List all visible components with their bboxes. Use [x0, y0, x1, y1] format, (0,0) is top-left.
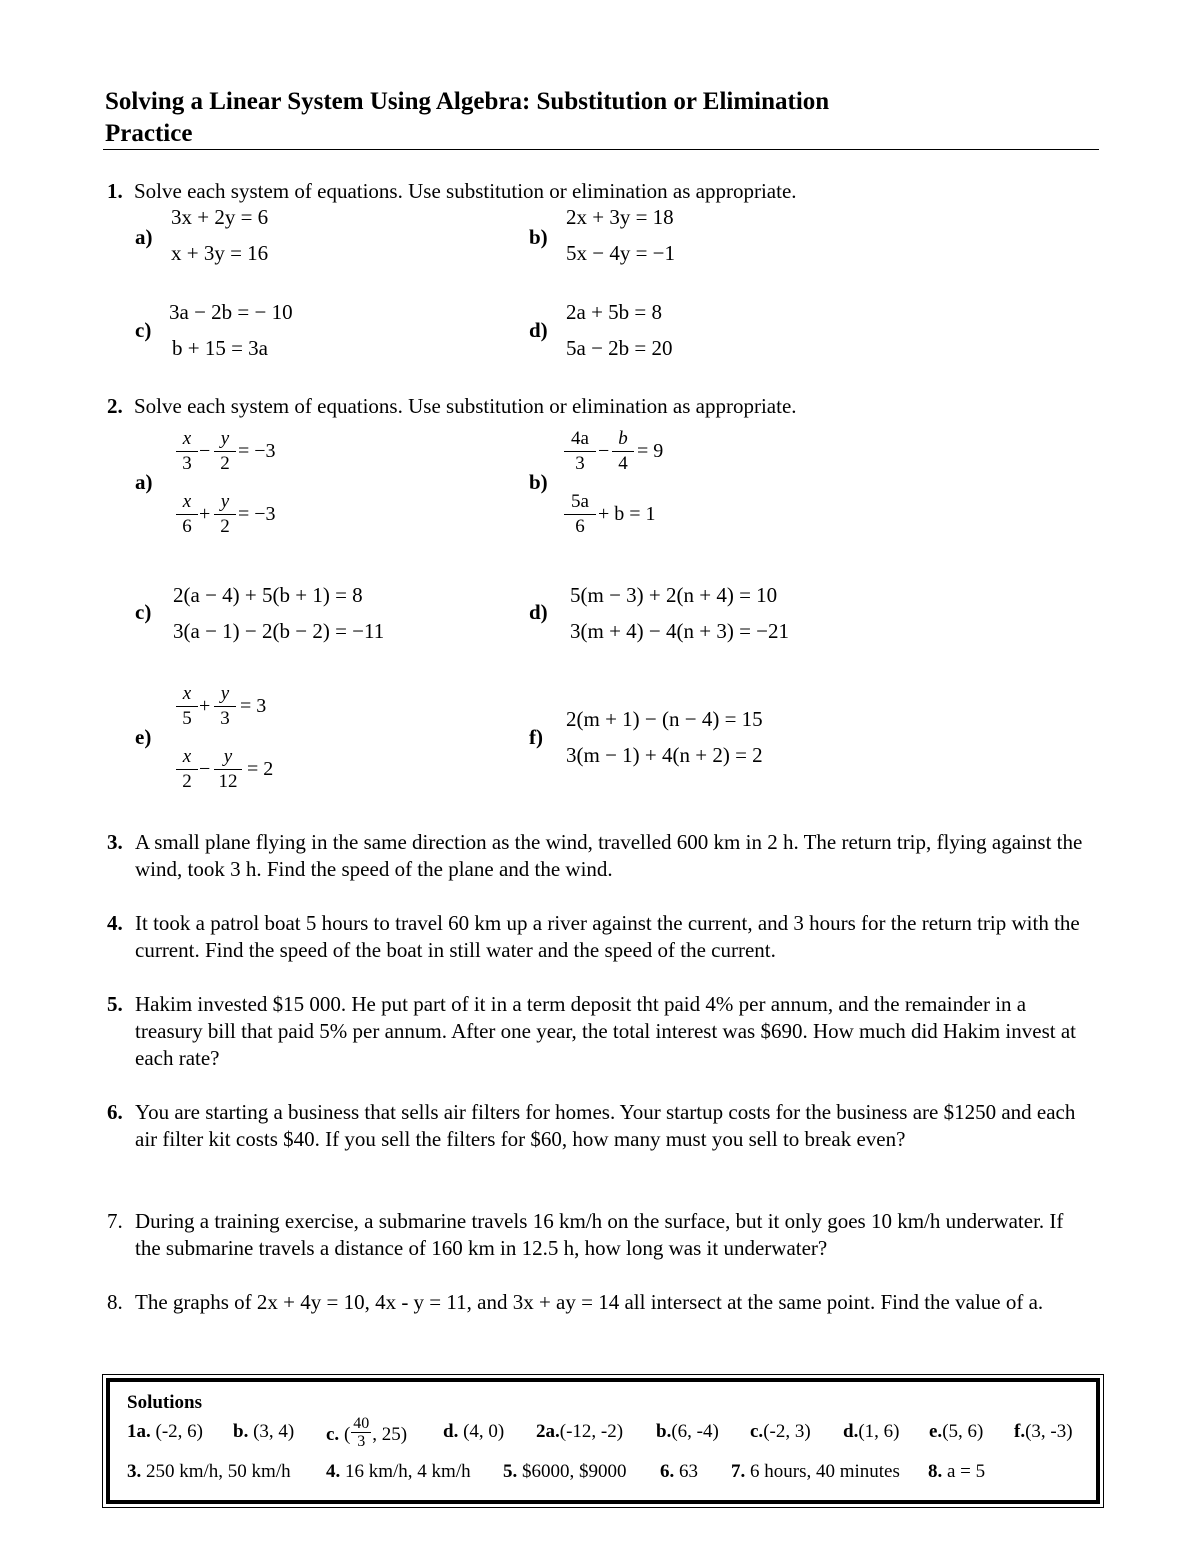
- question-number: 1.: [107, 179, 123, 203]
- q2f-label: f): [529, 725, 543, 749]
- q2a-eq1-rhs: = −3: [238, 440, 276, 462]
- q2a-eq2-frac1: x 6: [176, 491, 198, 538]
- q1c-eq1: 3a − 2b = − 10: [169, 300, 293, 324]
- problem-text: Hakim invested $15 000. He put part of it in a term deposit tht paid 4% per annum, and the remainder in a treasury bill that paid 5% per annum. After one year, the total interest was $690. How much did Hakim invest at each rate?: [135, 992, 1077, 1070]
- solution-5: 5. $6000, $9000: [503, 1461, 627, 1482]
- q2c-eq2: 3(a − 1) − 2(b − 2) = −11: [173, 619, 385, 643]
- q2e-label: e): [135, 725, 152, 749]
- q2e-eq1-op: +: [199, 695, 211, 717]
- q1d-eq2: 5a − 2b = 20: [566, 336, 673, 360]
- q2c-eq1: 2(a − 4) + 5(b + 1) = 8: [173, 583, 363, 607]
- q2a-eq2-frac2: y 2: [214, 491, 236, 538]
- q2a-eq2-rhs: = −3: [238, 503, 276, 525]
- page-subtitle: Practice: [105, 120, 193, 147]
- solution-3: 3. 250 km/h, 50 km/h: [127, 1461, 291, 1482]
- q2a-eq1-frac2: y 2: [214, 428, 236, 475]
- problem-text: You are starting a business that sells air filters for homes. Your startup costs for the business are $1250 and each air filter kit costs $40. If you sell the filters for $60, how many must you sell to break even?: [135, 1100, 1076, 1151]
- q2d-eq1: 5(m − 3) + 2(n + 4) = 10: [570, 583, 778, 607]
- solutions-heading: Solutions: [127, 1392, 202, 1413]
- q2e-eq1-rhs: = 3: [240, 695, 267, 717]
- solution-6: 6. 63: [660, 1461, 698, 1482]
- problem-4: [107, 910, 1092, 964]
- q1b-eq2: 5x − 4y = −1: [566, 241, 676, 265]
- problem-text: The graphs of 2x + 4y = 10, 4x - y = 11, and 3x + ay = 14 all intersect at the same point. Find the value of a.: [135, 1290, 1044, 1314]
- q1a-label: a): [135, 225, 153, 249]
- solution-2d: d.(1, 6): [843, 1421, 900, 1442]
- solution-2c: c.(-2, 3): [750, 1421, 811, 1442]
- q2b-eq2-frac1: 5a 6: [564, 491, 596, 538]
- solution-7: 7. 6 hours, 40 minutes: [731, 1461, 900, 1482]
- question-prompt: Solve each system of equations. Use substitution or elimination as appropriate.: [134, 394, 797, 418]
- q2d-label: d): [529, 600, 548, 624]
- q2b-eq1-op: −: [598, 440, 610, 462]
- title-divider: [103, 149, 1099, 150]
- q2a-eq1-frac1: x 3: [176, 428, 198, 475]
- q1b-eq1: 2x + 3y = 18: [566, 205, 674, 229]
- solution-2f: f.(3, -3): [1014, 1421, 1073, 1442]
- problem-number: 7.: [107, 1209, 123, 1233]
- q1b-label: b): [529, 225, 548, 249]
- q1d-eq1: 2a + 5b = 8: [566, 300, 663, 324]
- solution-8: 8. a = 5: [928, 1461, 986, 1482]
- q2e-eq1-frac2: y 3: [214, 683, 236, 730]
- q2b-eq2-rest: + b = 1: [598, 503, 656, 525]
- problem-6: [107, 1099, 1092, 1153]
- q2d-eq2: 3(m + 4) − 4(n + 3) = −21: [570, 619, 790, 643]
- solution-2a: 2a.(-12, -2): [536, 1421, 624, 1442]
- solution-1b: b. (3, 4): [233, 1421, 295, 1442]
- q2b-label: b): [529, 470, 548, 494]
- q2a-eq1-op: −: [199, 440, 211, 462]
- problem-5: [107, 991, 1092, 1072]
- solution-1d: d. (4, 0): [443, 1421, 505, 1442]
- problem-3: [107, 829, 1092, 883]
- problem-text: During a training exercise, a submarine travels 16 km/h on the surface, but it only goes 10 km/h underwater. If the submarine travels a distance of 160 km in 12.5 h, how long was it underwater?: [135, 1209, 1064, 1260]
- q1c-label: c): [135, 318, 152, 342]
- solution-2e: e.(5, 6): [929, 1421, 984, 1442]
- q2e-eq2-frac2: y 12: [214, 746, 242, 793]
- q2c-label: c): [135, 600, 152, 624]
- q2e-eq2-rhs: = 2: [247, 758, 274, 780]
- solution-1c: c. ( $\frac{40}{3}$ , 25): [326, 1415, 408, 1450]
- solution-2b: b.(6, -4): [656, 1421, 719, 1442]
- question-1: [107, 178, 797, 205]
- problem-8: [107, 1289, 1092, 1316]
- q2f-eq1: 2(m + 1) − (n − 4) = 15: [566, 707, 763, 731]
- problem-number: 6.: [107, 1100, 123, 1124]
- problem-number: 8.: [107, 1290, 123, 1314]
- question-2: [107, 393, 797, 420]
- fraction: $\frac{40}{3}$: [353, 1415, 370, 1450]
- solution-4: 4. 16 km/h, 4 km/h: [326, 1461, 471, 1482]
- q2f-eq2: 3(m − 1) + 4(n + 2) = 2: [566, 743, 763, 767]
- solution-1a: 1a. (-2, 6): [127, 1421, 203, 1442]
- q2e-eq2-frac1: x 2: [176, 746, 198, 793]
- page-title: Solving a Linear System Using Algebra: Substitution or Elimination: [105, 88, 830, 115]
- question-number: 2.: [107, 394, 123, 418]
- q2b-eq1-frac1: 4a 3: [564, 428, 596, 475]
- q2e-eq1-frac1: x 5: [176, 683, 198, 730]
- q2b-eq1-frac2: b 4: [612, 428, 634, 475]
- q1c-eq2: b + 15 = 3a: [172, 336, 269, 360]
- q2e-eq2-op: −: [199, 758, 211, 780]
- q1a-eq1: 3x + 2y = 6: [171, 205, 269, 229]
- problem-number: 5.: [107, 992, 123, 1016]
- problem-number: 4.: [107, 911, 123, 935]
- problem-7: [107, 1208, 1092, 1262]
- problem-text: A small plane flying in the same direction as the wind, travelled 600 km in 2 h. The return trip, flying against the wind, took 3 h. Find the speed of the plane and the wind.: [135, 830, 1083, 881]
- question-prompt: Solve each system of equations. Use substitution or elimination as appropriate.: [134, 179, 797, 203]
- q2b-eq1-rhs: = 9: [637, 440, 664, 462]
- problem-number: 3.: [107, 830, 123, 854]
- q1d-label: d): [529, 318, 548, 342]
- q2a-label: a): [135, 470, 153, 494]
- problem-text: It took a patrol boat 5 hours to travel 60 km up a river against the current, and 3 hours for the return trip with the current. Find the speed of the boat in still water and the speed of the current.: [135, 911, 1080, 962]
- q1a-eq2: x + 3y = 16: [171, 241, 269, 265]
- q2a-eq2-op: +: [199, 503, 211, 525]
